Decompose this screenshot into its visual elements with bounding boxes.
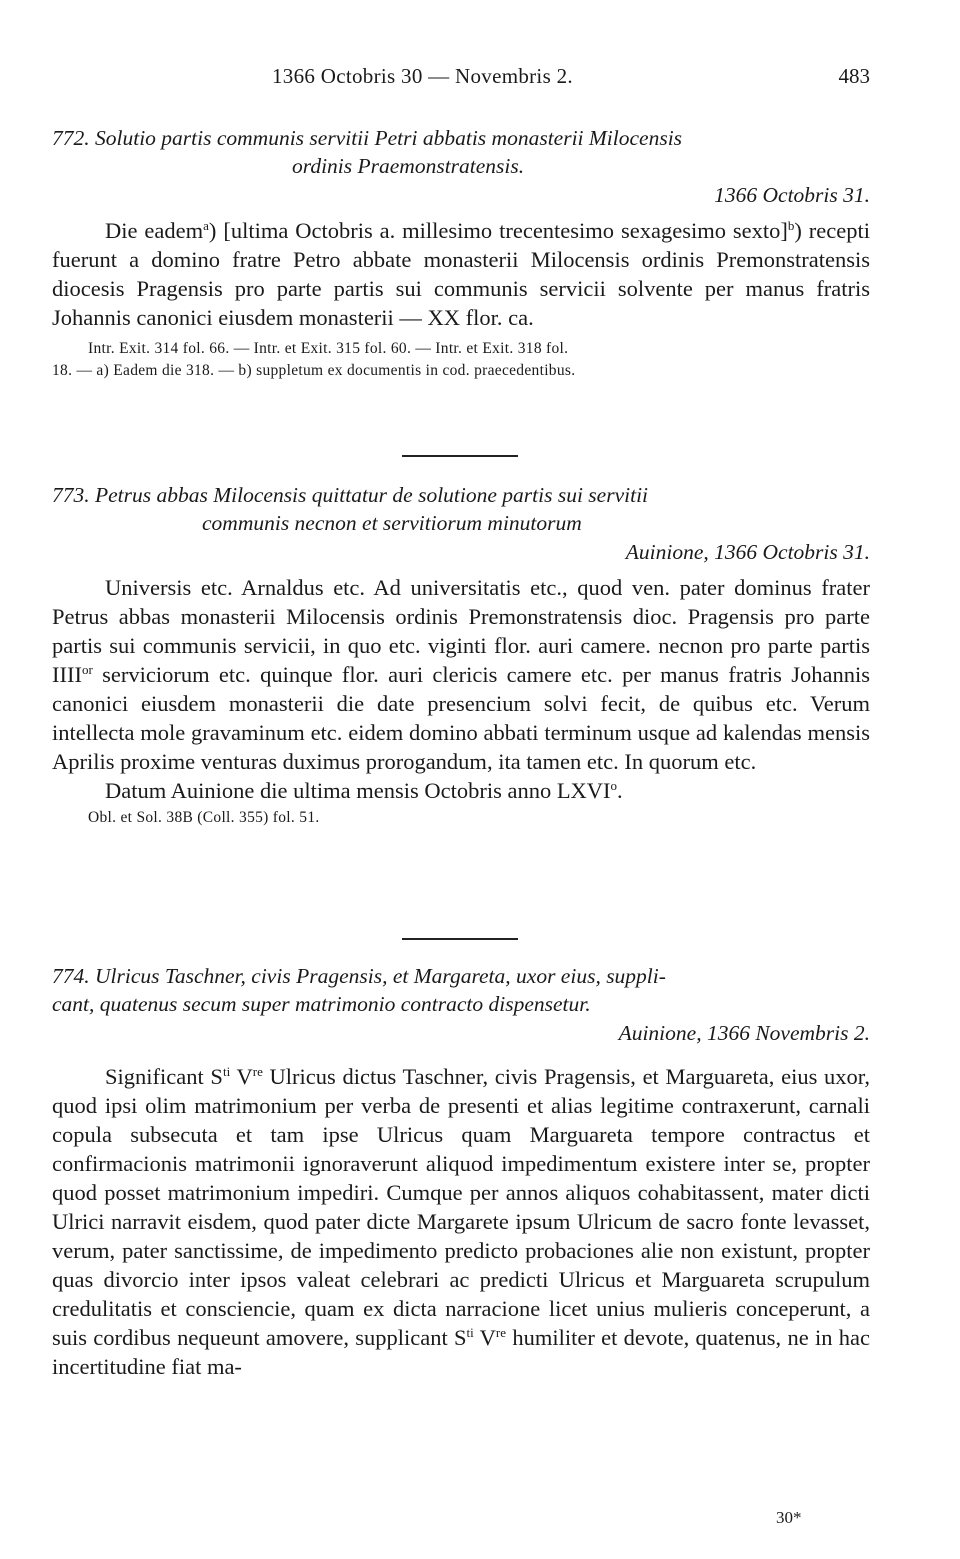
- entry-date: 1366 Octobris 31.: [714, 183, 870, 207]
- body-text: serviciorum etc. quinque flor. auri clericis camere etc. per manus fratris Johannis canonici eiusdem monasterii die date presencium solvi fecit, de quibus etc. Verum intellecta mole gravaminum etc. eidem domino abbati terminum usque ad kalendas mensis Aprilis proxime venturas duximus prorogandum, ita tamen etc. In quorum etc.: [52, 662, 870, 774]
- entry-title-line-2: ordinis Praemonstratensis.: [292, 154, 525, 178]
- running-header: [52, 64, 870, 94]
- section-divider: [402, 455, 518, 457]
- body-text: ) [ultima Octobris a. millesimo trecentesimo sexagesimo sexto]: [208, 218, 788, 243]
- section-divider: [402, 938, 518, 940]
- entry-heading: [52, 962, 870, 990]
- footnote-marker: a: [203, 218, 209, 233]
- running-title: 1366 Octobris 30 — Novembris 2.: [272, 64, 573, 88]
- source-note: Obl. et Sol. 38B (Coll. 355) fol. 51.: [88, 809, 320, 826]
- entry-body: [52, 216, 870, 332]
- superscript: o: [610, 778, 618, 793]
- body-text: V: [230, 1064, 253, 1089]
- entry-title-line-1: Petrus abbas Milocensis quittatur de solutione partis sui servitii: [95, 483, 649, 507]
- body-text: Die eadem: [105, 218, 204, 243]
- superscript: re: [252, 1064, 263, 1079]
- dating-clause: [52, 776, 870, 805]
- entry-774: [52, 962, 870, 1381]
- body-text: Datum Auinione die ultima mensis Octobris anno LXVI: [105, 778, 611, 803]
- body-text: Universis etc. Arnaldus etc. Ad universitatis etc., quod ven. pater dominus frater Petrus abbas monasterii Milocensis ordinis Premonstratensis dioc. Pragensis pro parte partis sui communis servicii, in quo etc. viginti flor. auri camere. necnon pro parte partis IIII: [52, 575, 870, 687]
- source-note-line-1: Intr. Exit. 314 fol. 66. — Intr. et Exit. 315 fol. 60. — Intr. et Exit. 318 fol.: [88, 340, 569, 357]
- page-number: 483: [838, 64, 870, 88]
- superscript: ti: [466, 1325, 474, 1340]
- entry-number: 772.: [52, 126, 90, 150]
- signature-mark: 30*: [776, 1508, 802, 1527]
- entry-title-line-1: Ulricus Taschner, civis Pragensis, et Margareta, uxor eius, suppli-: [95, 964, 666, 988]
- body-text: humiliter et devote, quatenus, ne in hac incertitudine fiat ma-: [52, 1325, 870, 1379]
- entry-heading: [52, 481, 870, 509]
- entry-title-line-1: Solutio partis communis servitii Petri abbatis monasterii Milocensis: [95, 126, 683, 150]
- entry-date: Auinione, 1366 Octobris 31.: [625, 540, 870, 564]
- entry-773: [52, 481, 870, 829]
- superscript: or: [81, 662, 93, 677]
- entry-date: Auinione, 1366 Novembris 2.: [618, 1021, 870, 1045]
- entry-body: [52, 1062, 870, 1381]
- entry-title-line-2: cant, quatenus secum super matrimonio contracto dispensetur.: [52, 992, 591, 1016]
- footnote-marker: b: [787, 218, 795, 233]
- entry-number: 774.: [52, 964, 90, 988]
- entry-number: 773.: [52, 483, 90, 507]
- body-text: ) recepti fuerunt a domino fratre Petro abbate monasterii Milocensis ordinis Premonstratensis diocesis Pragensis pro parte partis sui communis servicii solvente per manus fratris Johannis canonici eiusdem monasterii — XX flor. ca.: [52, 218, 870, 330]
- superscript: ti: [222, 1064, 231, 1079]
- body-text: V: [473, 1325, 496, 1350]
- superscript: re: [495, 1325, 507, 1340]
- entry-body: [52, 573, 870, 776]
- body-text: .: [617, 778, 623, 803]
- body-text: Significant S: [105, 1064, 223, 1089]
- entry-772: [52, 124, 870, 382]
- entry-title-line-2: communis necnon et servitiorum minutorum: [202, 511, 582, 535]
- source-note-line-2: 18. — a) Eadem die 318. — b) suppletum ex documentis in cod. praecedentibus.: [52, 362, 576, 379]
- entry-heading: [52, 124, 870, 152]
- body-text: Ulricus dictus Taschner, civis Pragensis, et Marguareta, eius uxor, quod ipsi olim matrimonium per verba de presenti et alias legitime contraxerunt, carnali copula subsecuta et tam ipse Ulricus quam Marguareta tempore contractus et confirmacionis matrimonii ignoraverunt aliquod impedimentum existere inter se, propter quod posset matrimonium impediri. Cumque per annos aliquos cohabitassent, mater dicti Ulrici narravit eisdem, quod pater dicte Margarete ipsum Ulricum de sacro fonte levasset, verum, pater sanctissime, de impedimento predicto probaciones alie non existunt, propter quas divorcio inter ipsos valeat celebrari ac predicti Ulricus et Marguareta scrupulum credulitatis et consciencie, quam ex dicta narracione licet unius mulieris conceperunt, a suis cordibus nequeunt amovere, supplicant S: [52, 1064, 871, 1350]
